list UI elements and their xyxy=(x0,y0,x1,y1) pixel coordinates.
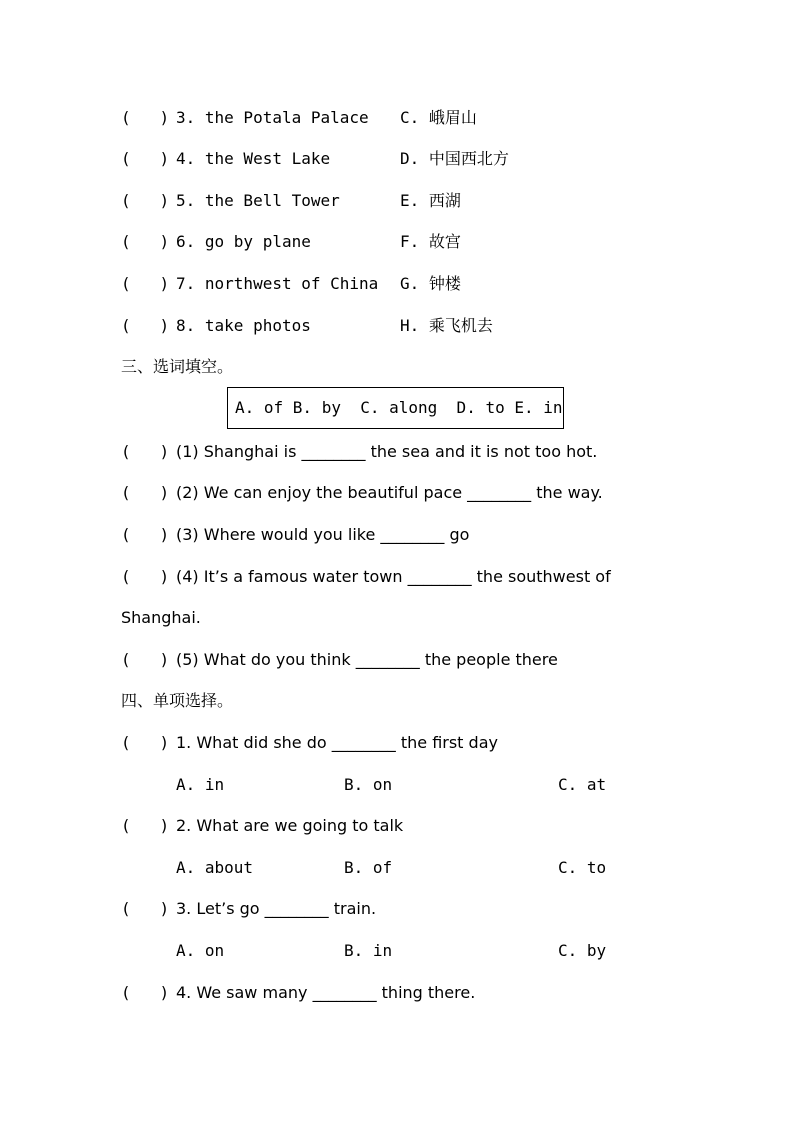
choice-option-c: C. at xyxy=(558,775,607,794)
matching-answer: C. 峨眉山 xyxy=(400,108,477,127)
choice-option-c: C. to xyxy=(558,858,607,877)
matching-answer: D. 中国西北方 xyxy=(400,149,509,168)
matching-answer: F. 故宫 xyxy=(400,232,461,251)
matching-item: 8. take photos xyxy=(176,316,311,335)
matching-item: 7. northwest of China xyxy=(176,274,379,293)
answer-blank[interactable]: ( ) xyxy=(121,567,170,586)
answer-blank[interactable]: ( ) xyxy=(121,232,170,251)
choice-option-b: B. in xyxy=(344,941,393,960)
choice-question: 4. We saw many ________ thing there. xyxy=(176,983,476,1002)
answer-blank[interactable]: ( ) xyxy=(121,483,170,502)
fill-in-question: (2) We can enjoy the beautiful pace ________ the way. xyxy=(176,483,603,502)
fill-in-question-continuation: Shanghai. xyxy=(121,608,201,627)
answer-blank[interactable]: ( ) xyxy=(121,899,170,918)
choice-option-b: B. on xyxy=(344,775,393,794)
choice-option-a: A. about xyxy=(176,858,254,877)
word-bank-box: A. of B. by C. along D. to E. in xyxy=(227,387,564,429)
choice-option-a: A. on xyxy=(176,941,225,960)
answer-blank[interactable]: ( ) xyxy=(121,983,170,1002)
matching-answer: H. 乘飞机去 xyxy=(400,316,493,335)
answer-blank[interactable]: ( ) xyxy=(121,816,170,835)
matching-item: 6. go by plane xyxy=(176,232,311,251)
matching-answer: E. 西湖 xyxy=(400,191,461,210)
choice-option-b: B. of xyxy=(344,858,393,877)
answer-blank[interactable]: ( ) xyxy=(121,525,170,544)
fill-in-question: (5) What do you think ________ the people there xyxy=(176,650,558,669)
choice-option-a: A. in xyxy=(176,775,225,794)
matching-item: 3. the Potala Palace xyxy=(176,108,369,127)
answer-blank[interactable]: ( ) xyxy=(121,650,170,669)
section-heading-fill-in: 三、选词填空。 xyxy=(121,357,234,376)
answer-blank[interactable]: ( ) xyxy=(121,442,170,461)
choice-option-c: C. by xyxy=(558,941,607,960)
fill-in-question: (3) Where would you like ________ go xyxy=(176,525,470,544)
answer-blank[interactable]: ( ) xyxy=(121,316,170,335)
matching-item: 5. the Bell Tower xyxy=(176,191,340,210)
choice-question: 2. What are we going to talk xyxy=(176,816,404,835)
answer-blank[interactable]: ( ) xyxy=(121,733,170,752)
matching-answer: G. 钟楼 xyxy=(400,274,461,293)
fill-in-question: (1) Shanghai is ________ the sea and it is not too hot. xyxy=(176,442,598,461)
answer-blank[interactable]: ( ) xyxy=(121,274,170,293)
answer-blank[interactable]: ( ) xyxy=(121,149,170,168)
answer-blank[interactable]: ( ) xyxy=(121,108,170,127)
fill-in-question: (4) It’s a famous water town ________ the southwest of xyxy=(176,567,611,586)
answer-blank[interactable]: ( ) xyxy=(121,191,170,210)
choice-question: 1. What did she do ________ the first day xyxy=(176,733,498,752)
section-heading-multiple-choice: 四、单项选择。 xyxy=(121,691,234,710)
matching-item: 4. the West Lake xyxy=(176,149,331,168)
choice-question: 3. Let’s go ________ train. xyxy=(176,899,377,918)
